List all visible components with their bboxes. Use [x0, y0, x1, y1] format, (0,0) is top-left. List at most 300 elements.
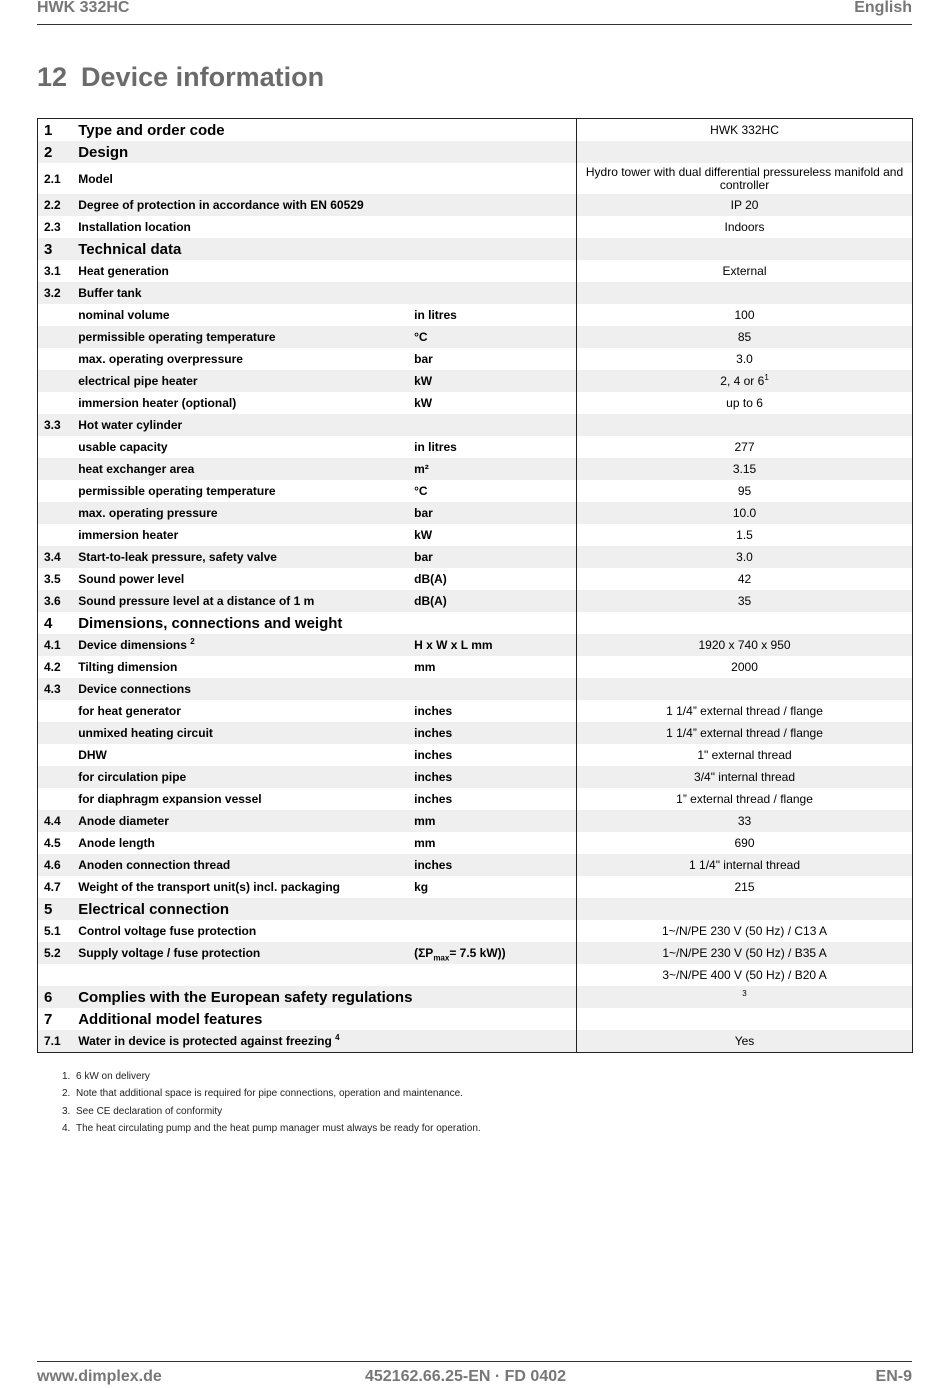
table-row	[38, 304, 913, 326]
row-label	[74, 634, 410, 656]
table-row	[38, 141, 913, 163]
row-label	[74, 1030, 410, 1053]
footnote-number: 3.	[62, 1105, 71, 1117]
row-number: 5.1	[44, 924, 61, 938]
table-row	[38, 1008, 913, 1030]
row-unit	[410, 238, 576, 260]
row-label	[74, 898, 410, 920]
row-number: 4.7	[44, 880, 61, 894]
row-number: 3.3	[38, 414, 75, 436]
row-label-text: heat exchanger area	[78, 462, 195, 476]
table-row	[38, 898, 913, 920]
table-row	[38, 392, 913, 414]
row-label-text: Control voltage fuse protection	[78, 924, 257, 938]
table-row	[38, 282, 913, 304]
row-number: 2	[38, 141, 75, 163]
row-label	[74, 480, 410, 502]
row-number	[38, 964, 75, 986]
row-label	[74, 216, 410, 238]
row-number: 4.5	[44, 836, 61, 850]
table-row	[38, 700, 913, 722]
row-value	[577, 656, 913, 678]
row-label	[74, 524, 410, 546]
row-label-text: Electrical connection	[78, 900, 230, 918]
footnote	[62, 1085, 481, 1102]
row-value-text: 3.0	[736, 352, 753, 366]
row-unit: inches	[414, 704, 453, 718]
row-value	[577, 392, 913, 414]
row-value-text: 1" external thread	[697, 748, 792, 762]
row-label-text: Dimensions, connections and weight	[78, 614, 343, 632]
row-label	[74, 348, 410, 370]
row-number	[38, 304, 75, 326]
row-number	[38, 524, 75, 546]
row-label-text: Installation location	[78, 220, 191, 234]
row-label-text: for heat generator	[78, 704, 181, 718]
row-label	[74, 920, 410, 942]
row-unit	[410, 119, 576, 142]
row-label	[74, 458, 410, 480]
row-number: 3.1	[44, 264, 61, 278]
row-number	[38, 722, 75, 744]
row-value-text: Indoors	[724, 220, 765, 234]
row-unit: °C	[414, 484, 428, 498]
row-number: 4.2	[44, 660, 61, 674]
row-value-text: External	[722, 264, 767, 278]
row-label-text: immersion heater	[78, 528, 179, 542]
row-value	[577, 304, 913, 326]
row-value	[577, 766, 913, 788]
row-label-text: Device dimensions	[78, 638, 187, 652]
row-unit: in litres	[414, 308, 457, 322]
row-unit: kg	[414, 880, 429, 894]
table-row	[38, 119, 913, 142]
row-label	[74, 788, 410, 810]
row-label-text: permissible operating temperature	[78, 484, 276, 498]
table-row	[38, 370, 913, 392]
row-number	[38, 458, 75, 480]
row-value-text: 1 1/4" internal thread	[689, 858, 801, 872]
section-title-text: Device information	[81, 62, 325, 92]
row-number: 6	[38, 986, 75, 1008]
row-number	[38, 326, 75, 348]
row-value	[577, 326, 913, 348]
row-number	[38, 436, 75, 458]
table-row	[38, 524, 913, 546]
row-number: 4	[44, 614, 53, 632]
row-unit: in litres	[414, 440, 457, 454]
table-row	[38, 502, 913, 524]
row-unit: bar	[410, 546, 576, 568]
row-value	[577, 612, 913, 634]
row-value	[577, 436, 913, 458]
footer-website: www.dimplex.de	[37, 1368, 162, 1385]
row-number: 3	[38, 238, 75, 260]
row-number	[38, 744, 75, 766]
row-label	[74, 436, 410, 458]
table-row	[38, 942, 913, 964]
row-number: 7.1	[38, 1030, 75, 1053]
row-number: 3.4	[38, 546, 75, 568]
row-value	[577, 854, 913, 876]
row-unit	[410, 414, 576, 436]
row-value	[577, 238, 913, 260]
row-number: 4.4	[38, 810, 75, 832]
row-unit: inches	[410, 722, 576, 744]
row-label	[74, 546, 410, 568]
row-label-text: permissible operating temperature	[78, 330, 276, 344]
row-number	[38, 370, 75, 392]
row-value-text: 215	[734, 880, 755, 894]
row-label-text: Tilting dimension	[78, 660, 178, 674]
row-unit: inches	[414, 748, 453, 762]
footnote-ref: 1	[764, 373, 769, 382]
table-row	[38, 546, 913, 568]
row-value	[577, 788, 913, 810]
row-label-text: Anode diameter	[78, 814, 169, 828]
footnote	[62, 1068, 481, 1085]
row-unit: inches	[414, 792, 453, 806]
table-row	[38, 788, 913, 810]
row-label	[74, 1008, 410, 1030]
table-row	[38, 744, 913, 766]
section-number: 12	[37, 62, 68, 92]
row-label	[74, 942, 410, 964]
row-value-text: up to 6	[726, 396, 763, 410]
row-value	[577, 260, 913, 282]
row-value	[577, 119, 913, 142]
row-label-text: unmixed heating circuit	[78, 726, 213, 740]
row-label	[74, 810, 410, 832]
footnote-ref: 3	[742, 989, 747, 998]
row-number: 5	[38, 898, 75, 920]
row-label	[74, 326, 410, 348]
table-row	[38, 634, 913, 656]
row-unit	[410, 194, 576, 216]
row-unit	[410, 216, 576, 238]
row-value	[577, 524, 913, 546]
row-value	[577, 414, 913, 436]
row-label	[74, 876, 410, 898]
row-number: 3.5	[44, 572, 61, 586]
row-value-text: 3~/N/PE 400 V (50 Hz) / B20 A	[662, 968, 827, 982]
row-number: 4.3	[38, 678, 75, 700]
row-unit	[410, 163, 576, 194]
row-unit	[410, 920, 576, 942]
table-row	[38, 722, 913, 744]
row-value	[577, 348, 913, 370]
row-value	[577, 568, 913, 590]
row-number: 7	[44, 1010, 53, 1028]
row-unit: kW	[414, 396, 433, 410]
row-label	[74, 370, 410, 392]
row-label	[74, 392, 410, 414]
row-value-text: 690	[734, 836, 755, 850]
row-label-text: Device connections	[78, 682, 191, 696]
row-number: 4.6	[38, 854, 75, 876]
row-value	[577, 480, 913, 502]
row-value	[577, 810, 913, 832]
row-label	[74, 612, 410, 634]
row-unit	[410, 260, 576, 282]
row-number	[38, 766, 75, 788]
footnote-text: 6 kW on delivery	[76, 1071, 150, 1082]
row-label-text: Sound power level	[78, 572, 185, 586]
row-unit	[410, 678, 576, 700]
row-label	[74, 656, 410, 678]
table-row	[38, 458, 913, 480]
row-label-text: usable capacity	[78, 440, 168, 454]
row-value-text: 85	[737, 330, 752, 344]
footnote-number: 2.	[62, 1088, 71, 1100]
row-label	[74, 722, 410, 744]
row-label-text: for circulation pipe	[78, 770, 187, 784]
row-unit: mm	[410, 810, 576, 832]
row-value	[577, 722, 913, 744]
row-unit: dB(A)	[410, 590, 576, 612]
row-value	[577, 964, 913, 986]
table-row	[38, 766, 913, 788]
row-label-text: nominal volume	[78, 308, 170, 322]
row-label	[74, 678, 410, 700]
row-value-text: 33	[737, 814, 752, 828]
row-unit	[410, 964, 576, 986]
row-label-text: Hot water cylinder	[78, 418, 183, 432]
row-value	[577, 1030, 913, 1053]
row-value	[577, 876, 913, 898]
table-row	[38, 480, 913, 502]
row-label	[74, 141, 410, 163]
table-row	[38, 920, 913, 942]
footer-doc-number: 452162.66.25-EN · FD 0402	[365, 1368, 567, 1385]
footnote-ref: 2	[190, 637, 195, 646]
row-value-text: 95	[737, 484, 752, 498]
row-label-text: Weight of the transport unit(s) incl. packaging	[78, 880, 340, 894]
table-row	[38, 854, 913, 876]
row-number: 5.2	[38, 942, 75, 964]
row-number	[38, 348, 75, 370]
row-label-text: Start-to-leak pressure, safety valve	[78, 550, 277, 564]
row-unit: ($\Sigma P_{max}= 7.5$ kW))	[410, 942, 576, 964]
row-label-text: Degree of protection in accordance with EN 60529	[78, 198, 364, 212]
row-label	[74, 590, 410, 612]
table-row	[38, 260, 913, 282]
row-value	[577, 678, 913, 700]
table-row	[38, 194, 913, 216]
row-value-text: 10.0	[732, 506, 757, 520]
row-label	[74, 119, 410, 142]
row-unit: H x W x L mm	[410, 634, 576, 656]
row-value	[577, 590, 913, 612]
row-unit: m²	[410, 458, 576, 480]
row-value-text: 3/4" internal thread	[694, 770, 796, 784]
table-row	[38, 876, 913, 898]
row-value-text: 35	[737, 594, 752, 608]
row-number	[38, 480, 75, 502]
row-value	[577, 898, 913, 920]
row-unit: mm	[414, 660, 436, 674]
footnote-text: See CE declaration of conformity	[76, 1105, 223, 1117]
row-number: 2.2	[38, 194, 75, 216]
row-value	[577, 832, 913, 854]
footnote-number: 1.	[62, 1071, 71, 1082]
row-label	[74, 414, 410, 436]
row-value-text: IP 20	[730, 198, 759, 212]
row-unit: kW	[414, 528, 433, 542]
row-label	[74, 832, 410, 854]
row-label	[74, 304, 410, 326]
row-value	[577, 634, 913, 656]
footnote-ref: 4	[335, 1033, 340, 1042]
row-value-text: 1 1/4” external thread / flange	[666, 726, 823, 740]
row-value-text: 1920 x 740 x 950	[698, 638, 791, 652]
row-label-text: Technical data	[78, 240, 182, 258]
footnote-text: Note that additional space is required for pipe connections, operation and maintenance.	[76, 1088, 463, 1100]
row-label-text: Anoden connection thread	[78, 858, 231, 872]
row-label	[74, 766, 410, 788]
table-row	[38, 810, 913, 832]
row-value	[577, 502, 913, 524]
table-row	[38, 326, 913, 348]
row-unit	[410, 612, 576, 634]
row-number: 1	[44, 121, 53, 139]
row-number	[38, 700, 75, 722]
table-row	[38, 436, 913, 458]
table-row	[38, 238, 913, 260]
table-row	[38, 964, 913, 986]
row-value	[577, 194, 913, 216]
table-row	[38, 163, 913, 194]
row-number	[38, 392, 75, 414]
row-value-text: 3.0	[736, 550, 753, 564]
table-row	[38, 590, 913, 612]
row-value	[577, 370, 913, 392]
row-unit: bar	[410, 502, 576, 524]
row-value	[577, 458, 913, 480]
row-label	[74, 238, 410, 260]
page-footer	[37, 1361, 912, 1388]
row-unit	[410, 898, 576, 920]
row-label	[74, 282, 410, 304]
row-value-text: 2000	[731, 660, 758, 674]
header-model: HWK 332HC	[37, 0, 130, 16]
row-value	[577, 141, 913, 163]
row-label	[74, 964, 410, 986]
row-value-text: 100	[734, 308, 755, 322]
table-row	[38, 678, 913, 700]
row-label	[74, 163, 410, 194]
row-label-text: Heat generation	[78, 264, 169, 278]
row-unit	[410, 282, 576, 304]
footnote	[62, 1120, 481, 1137]
row-label	[74, 568, 410, 590]
row-label	[74, 854, 410, 876]
row-unit: bar	[414, 352, 433, 366]
row-value	[577, 942, 913, 964]
table-row	[38, 216, 913, 238]
row-label	[74, 260, 410, 282]
page-header	[37, 0, 912, 25]
row-value-text: 1 1/4” external thread / flange	[666, 704, 823, 718]
table-row	[38, 656, 913, 678]
row-label-text: max. operating overpressure	[78, 352, 243, 366]
footnote	[62, 1103, 481, 1120]
section-title	[37, 62, 324, 93]
footnote-number: 4.	[62, 1122, 71, 1134]
row-label-text: immersion heater (optional)	[78, 396, 237, 410]
row-label-text: DHW	[78, 748, 107, 762]
row-label-text: Type and order code	[78, 121, 225, 139]
table-row	[38, 414, 913, 436]
row-value	[577, 986, 913, 1008]
device-information-table	[37, 118, 913, 1053]
header-language: English	[854, 0, 912, 16]
row-label	[74, 986, 413, 1008]
row-label-text: for diaphragm expansion vessel	[78, 792, 262, 806]
row-number: 2.3	[44, 220, 61, 234]
row-unit: °C	[410, 326, 576, 348]
row-value-text: 42	[737, 572, 752, 586]
row-label	[74, 502, 410, 524]
row-value-text: Yes	[734, 1034, 755, 1048]
row-value-text: 1~/N/PE 230 V (50 Hz) / C13 A	[661, 924, 828, 938]
table-row	[38, 1030, 913, 1053]
row-label-text: max. operating pressure	[78, 506, 218, 520]
table-row	[38, 348, 913, 370]
row-unit	[410, 1030, 576, 1053]
row-label	[74, 700, 410, 722]
row-value-text: 1.5	[736, 528, 753, 542]
row-number: 3.2	[38, 282, 75, 304]
row-value	[577, 216, 913, 238]
row-value-text: 1~/N/PE 230 V (50 Hz) / B35 A	[662, 946, 827, 960]
row-value	[577, 282, 913, 304]
row-unit: mm	[414, 836, 436, 850]
row-number: 4.1	[38, 634, 75, 656]
row-label-text: electrical pipe heater	[78, 374, 198, 388]
row-value	[577, 1008, 913, 1030]
row-unit	[410, 1008, 576, 1030]
row-number: 3.6	[38, 590, 75, 612]
row-unit: kW	[410, 370, 576, 392]
row-number	[38, 502, 75, 524]
row-label-text: Sound pressure level at a distance of 1 m	[78, 594, 315, 608]
footer-page-number: EN-9	[875, 1368, 912, 1385]
row-value-text: 2, 4 or 6	[720, 374, 765, 388]
row-label-text: Anode length	[78, 836, 155, 850]
row-value	[577, 700, 913, 722]
row-label-text: Buffer tank	[78, 286, 142, 300]
footnotes-list	[62, 1068, 481, 1137]
row-value	[577, 744, 913, 766]
table-row	[38, 568, 913, 590]
table-row	[38, 986, 913, 1008]
row-label-text: Supply voltage / fuse protection	[78, 946, 261, 960]
row-number: 2.1	[44, 171, 61, 186]
row-value	[577, 163, 913, 194]
row-unit: inches	[410, 854, 576, 876]
row-value-text: HWK 332HC	[710, 123, 779, 137]
table-row	[38, 832, 913, 854]
footnote-text: The heat circulating pump and the heat pump manager must always be ready for operation.	[76, 1122, 481, 1134]
row-unit	[410, 986, 576, 1008]
row-label	[74, 194, 410, 216]
row-unit: inches	[410, 766, 576, 788]
row-value-text: Hydro tower with dual differential pressureless manifold and controller	[585, 164, 904, 192]
row-number	[38, 788, 75, 810]
row-value-text: 1” external thread / flange	[676, 792, 813, 806]
row-value	[577, 920, 913, 942]
